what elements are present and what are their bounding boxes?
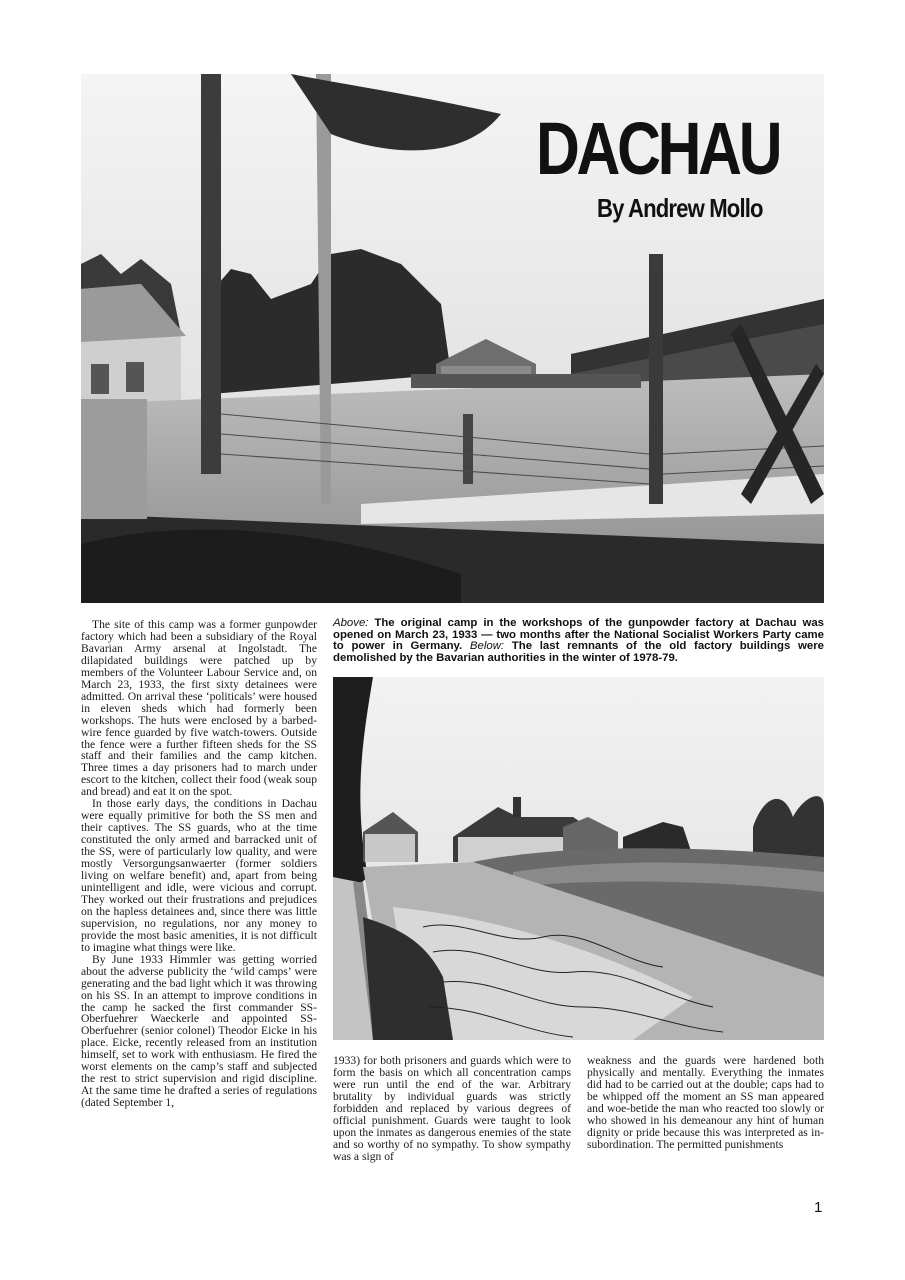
paragraph: 1933) for both prisoners and guards which were to form the basis on which all concentration camps were run until the end of the war. Arbitrary brutality by individual guards was strictly forbidden and replaced by various degrees of official punishment. Guards were taught to look upon the inmates as dangerous enemies of the state and so worthy of no sympathy. To show sympathy was a sign of bbox=[333, 1054, 571, 1163]
article-title: DACHAU bbox=[536, 107, 780, 190]
factory-remnants-photo-illustration bbox=[333, 677, 824, 1040]
caption-below-label: Below: bbox=[469, 640, 505, 653]
bottom-photo-factory-remnants bbox=[333, 677, 824, 1040]
paragraph: By June 1933 Himmler was getting worried about the adverse publicity the ‘wild camps’ were generating and the bad light which it was throwing on his SS. In an attempt to improve conditions in the camp he sacked the first commander SS-Oberfuehrer Waeckerle and appointed SS-Oberfuehrer (senior colonel) Theodor Eicke in his place. Eicke, recently released from an institution himself, set to work with enthusiasm. He fired the worst elements on the camp’s staff and subjected the rest to strict supervision and rigid discipline. At the same time he drafted a series of regulations (dated September 1, bbox=[81, 952, 317, 1110]
text-column-3 bbox=[587, 1055, 824, 1151]
article-byline: By Andrew Mollo bbox=[597, 193, 763, 223]
caption-below-text: The last remnants of the old factory buildings were demolished by the Bavarian authorities in the winter of 1978-79. bbox=[333, 640, 824, 664]
paragraph: In those early days, the conditions in Dachau were equally primitive for both the SS men and their captives. The SS guards, who at the time constituted the only armed and barracked unit of the SS, were of particularly low quality, and were mostly Versorgungsanwaerter (former soldiers living on welfare benefit) and, apart from being unintelligent and idle, were vicious and corrupt. They worked out their frustrations and prejudices on the hapless detainees and, since there was little supervision, no regulations, nor any money to provide the most basic amenities, it is not difficult to imagine what things were like. bbox=[81, 797, 317, 954]
photo-caption bbox=[333, 618, 824, 664]
paragraph: weakness and the guards were hardened both physically and mentally. Everything the inmates did had to be carried out at the double; caps had to be whipped off the moment an SS man appeared and woe-betide the man who reacted too slowly or who showed in his demeanour any hint of human dignity or pride because this was interpreted as insubordination. The permitted punishments bbox=[587, 1054, 824, 1151]
caption-above-text: The original camp in the workshops of the gunpowder factory at Dachau was opened on March 23, 1933 — two months after the National Socialist Workers Party came to power in Germany. bbox=[333, 617, 824, 653]
caption-above-label: Above: bbox=[333, 617, 369, 629]
paragraph: The site of this camp was a former gunpowder factory which had been a subsidiary of the Royal Bavarian Army arsenal at Ingolstadt. The dilapidated buildings were patched up by members of the Volunteer Labour Service and, on March 23, 1933, the first sixty detainees were admitted. On arrival these ‘politicals’ were housed in eleven sheds which had formerly been workshops. The huts were enclosed by a barbed-wire fence guarded by five watch-towers. Outside the fence were a further fifteen sheds for the SS staff and their families and the camp kitchen. Three times a day prisoners had to march under escort to the kitchen, collect their food (weak soup and bread) and eat it on the spot. bbox=[81, 618, 317, 799]
text-column-2 bbox=[333, 1055, 571, 1163]
page-number: 1 bbox=[814, 1199, 823, 1216]
text-column-1 bbox=[81, 619, 317, 1109]
